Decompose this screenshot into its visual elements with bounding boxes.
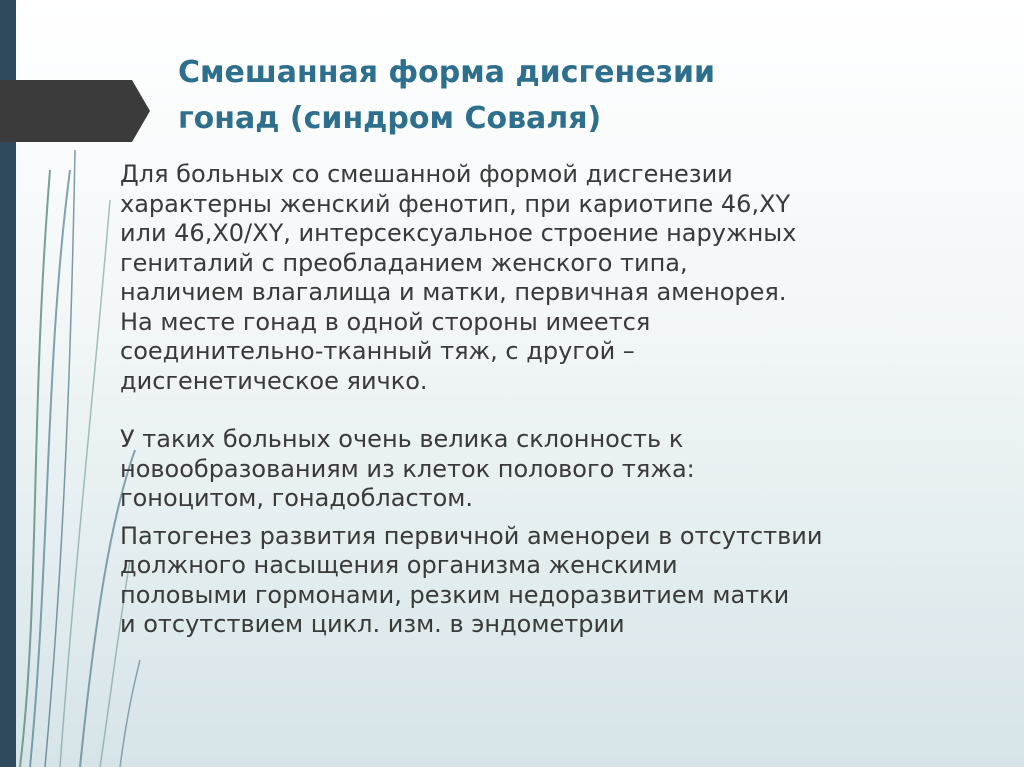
slide-title bbox=[178, 50, 978, 142]
title-line-1: Смешанная форма дисгенезии bbox=[178, 55, 716, 90]
title-line-2: гонад (синдром Соваля) bbox=[178, 101, 602, 136]
slide-content bbox=[120, 160, 1000, 640]
text-line: На месте гонад в одной стороны имеется bbox=[120, 307, 651, 336]
paragraph-neoplasm-risk bbox=[120, 425, 1000, 514]
text-line: гениталий с преобладанием женского типа, bbox=[120, 248, 688, 277]
text-line: У таких больных очень велика склонность к bbox=[120, 425, 684, 453]
text-line: должного насыщения организма женскими bbox=[120, 551, 678, 579]
text-line: наличием влагалища и матки, первичная аменорея. bbox=[120, 278, 787, 306]
text-line: дисгенетическое яичко. bbox=[120, 366, 428, 395]
text-line: Для больных со смешанной формой дисгенезии bbox=[120, 160, 733, 188]
text-line: соединительно-тканный тяж, с другой – bbox=[120, 337, 635, 365]
text-line: гоноцитом, гонадобластом. bbox=[120, 484, 474, 512]
paragraph-karyotype bbox=[120, 160, 1000, 396]
text-line: и отсутствием цикл. изм. в эндометрии bbox=[120, 610, 625, 638]
text-line: половыми гормонами, резким недоразвитием матки bbox=[120, 580, 790, 609]
title-tab-shape bbox=[0, 80, 150, 142]
text-line: новообразованиям из клеток полового тяжа: bbox=[120, 454, 695, 483]
paragraph-pathogenesis bbox=[120, 522, 1000, 640]
text-line: характерны женский фенотип, при кариотипе 46,XY bbox=[120, 189, 791, 218]
text-line: Патогенез развития первичной аменореи в отсутствии bbox=[120, 521, 823, 550]
text-line: или 46,X0/XY, интерсексуальное строение наружных bbox=[120, 219, 797, 247]
